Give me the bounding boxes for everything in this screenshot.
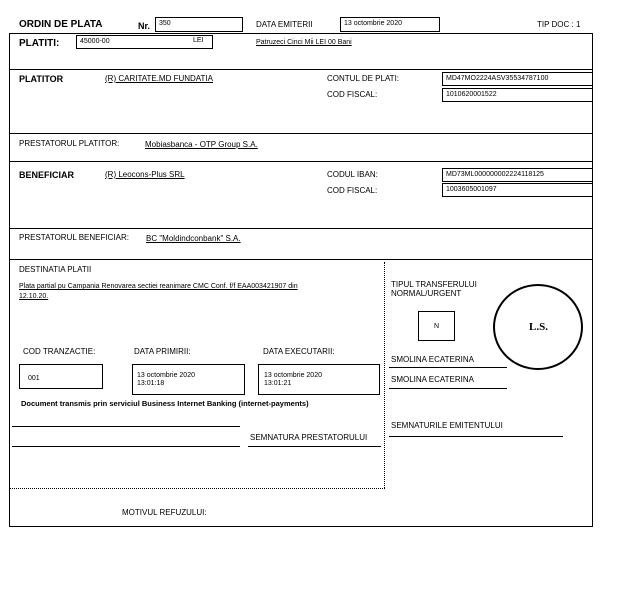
divider: [9, 228, 593, 229]
amount-field: 45000-00: [76, 35, 213, 49]
divider: [9, 259, 593, 260]
data-primirii-field: [132, 364, 245, 395]
signer-line: [389, 367, 507, 368]
beneficiar-fiscal-label: COD FISCAL:: [327, 186, 378, 195]
emitent-signature-line: [389, 436, 563, 437]
data-primirii-label: DATA PRIMIRII:: [134, 347, 191, 356]
destinatia-line1: Plata partial pu Campania Renovarea sectiei reanimare CMC Conf. f/f EAA003421907 din: [19, 283, 298, 290]
prestator-beneficiar-value: BC "Moldindconbank" S.A.: [146, 234, 241, 243]
date-emission-label: DATA EMITERII: [256, 20, 313, 29]
stamp-text: L.S.: [529, 321, 548, 333]
date-emission-field: 13 octombrie 2020: [340, 17, 440, 32]
platitor-label: PLATITOR: [19, 74, 64, 84]
signer-1: SMOLINA ECATERINA: [391, 355, 474, 364]
currency: LEI: [193, 37, 204, 44]
transfer-label-line2: NORMAL/URGENT: [391, 289, 462, 298]
prestator-platitor-label: PRESTATORUL PLATITOR:: [19, 139, 120, 148]
data-executarii-field: [258, 364, 380, 395]
prestator-platitor-value: Mobiasbanca - OTP Group S.A.: [145, 140, 258, 149]
beneficiar-fiscal-field: 1003605001097: [442, 183, 592, 197]
data-executarii-label: DATA EXECUTARII:: [263, 347, 335, 356]
signer-line: [389, 388, 507, 389]
emitent-signature-label: SEMNATURILE EMITENTULUI: [391, 421, 503, 430]
data-executarii-date: 13 octombrie 2020: [264, 372, 322, 379]
prestator-signature-label: SEMNATURA PRESTATORULUI: [250, 433, 368, 442]
platitor-fiscal-label: COD FISCAL:: [327, 90, 378, 99]
prestator-beneficiar-label: PRESTATORUL BENEFICIAR:: [19, 233, 129, 242]
data-primirii-time: 13:01:18: [137, 380, 165, 387]
divider: [9, 133, 593, 134]
data-primirii-date: 13 octombrie 2020: [137, 372, 195, 379]
divider: [9, 161, 593, 162]
account-field: MD47MO2224ASV35534787100: [442, 72, 592, 86]
beneficiar-label: BENEFICIAR: [19, 170, 75, 180]
platiti-label: PLATITI:: [19, 38, 60, 49]
nr-label: Nr.: [138, 21, 151, 31]
beneficiar-name: (R) Leocons-Plus SRL: [105, 170, 185, 179]
transfer-label-line1: TIPUL TRANSFERULUI: [391, 280, 477, 289]
motivul-refuzului-label: MOTIVUL REFUZULUI:: [122, 508, 207, 517]
iban-label: CODUL IBAN:: [327, 170, 378, 179]
platitor-fiscal-field: 1010620001522: [442, 88, 592, 102]
document-title: ORDIN DE PLATA: [19, 19, 103, 30]
prestator-signature-line: [248, 446, 381, 447]
nr-field: 350: [155, 17, 243, 32]
cod-tranzactie-field: 001: [19, 364, 103, 389]
dotted-divider: [9, 488, 385, 489]
transfer-type-box: N: [418, 311, 455, 341]
divider: [9, 69, 593, 70]
account-label: CONTUL DE PLATI:: [327, 74, 400, 83]
platitor-name: (R) CARITATE.MD FUNDATIA: [105, 74, 213, 83]
tip-doc: TIP DOC : 1: [537, 20, 581, 29]
signer-2: SMOLINA ECATERINA: [391, 375, 474, 384]
dotted-separator: [384, 262, 385, 488]
amount-words: Patruzeci Cinci Mii LEI 00 Bani: [256, 39, 352, 46]
destinatia-line2: 12.10.20.: [19, 293, 49, 300]
destinatia-label: DESTINATIA PLATII: [19, 265, 92, 274]
signature-line: [12, 446, 240, 447]
cod-tranzactie-label: COD TRANZACTIE:: [23, 347, 96, 356]
iban-field: MD73ML000000002224118125: [442, 168, 592, 182]
transmis-note: Document transmis prin serviciul Business Internet Banking (internet-payments): [21, 399, 309, 408]
data-executarii-time: 13:01:21: [264, 380, 292, 387]
signature-line: [12, 426, 240, 427]
document-border: [9, 33, 593, 527]
